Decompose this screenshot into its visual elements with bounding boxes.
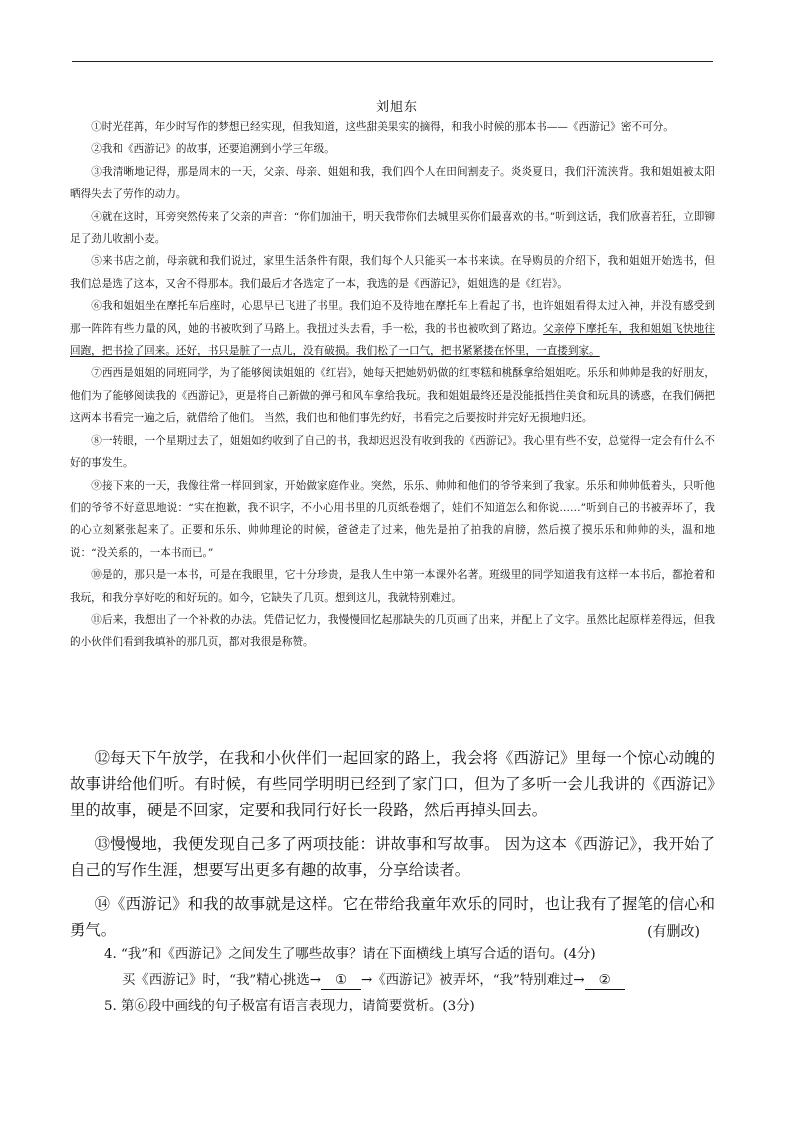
answer-blank-2[interactable]: ②: [585, 973, 625, 990]
paragraph-13: ⑬慢慢地，我便发现自己多了两项技能：讲故事和写故事。 因为这本《西游记》，我开始了自己的写作生涯，想要写出更多有趣的故事，分享给读者。: [70, 835, 715, 879]
passage-large-part: [70, 745, 715, 951]
author-name: 刘旭东: [375, 100, 418, 115]
paragraph-9: ⑨接下来的一天，我像往常一样回到家，开始做家庭作业。突然，乐乐、帅帅和他们的爷爷来到了我家。乐乐和帅帅低着头，只听他们的爷爷不好意思地说：“实在抱歉，我不识字，不小心用书里的几页纸卷烟了，娃们不知道怎么和你说……”听到自己的书被弄坏了，我的心立刻紧张起来了。正要和乐乐、帅帅理论的时候，爸爸走了过来，他先是拍了拍我的肩膀，然后摸了摸乐乐和帅帅的头，温和地说：“没关系的，一本书而已。”: [70, 479, 715, 559]
paragraph-4: ④就在这时，耳旁突然传来了父亲的声音：“你们加油干，明天我带你们去城里买你们最喜欢的书。”听到这话，我们欣喜若狂，立即铆足了劲儿收割小麦。: [70, 210, 715, 246]
paragraph-6: [70, 295, 715, 362]
passage-small-part1: [70, 116, 715, 654]
paragraph-10: ⑩是的，那只是一本书，可是在我眼里，它十分珍贵，是我人生中第一本课外名著。班级里的同学知道我有这样一本书后，都抢着和我玩，和我分享好吃的和好玩的。如今，它缺失了几页。想到这儿，我就特别难过。: [70, 569, 715, 604]
q4-line-b: →《西游记》被弄坏，“我”特别难过→: [361, 973, 585, 988]
source-note: (有删改): [647, 924, 700, 940]
paragraph-12: ⑫每天下午放学，在我和小伙伴们一起回家的路上，我会将《西游记》里每一个惊心动魄的故事讲给他们听。有时候，有些同学明明已经到了家门口，但为了多听一会儿我讲的《西游记》里的故事，硬是不回家，定要和我同行好长一段路，然后再掉头回去。: [70, 749, 715, 819]
paragraph-1: ①时光荏苒，年少时写作的梦想已经实现，但我知道，这些甜美果实的摘得，和我小时候的那本书——《西游记》密不可分。: [91, 121, 674, 133]
paragraph-3: ③我清晰地记得，那是周末的一天，父亲、母亲、姐姐和我，我们四个人在田间割麦子。炎炎夏日，我们汗流浃背。我和姐姐被太阳晒得失去了劳作的动力。: [70, 165, 715, 201]
question-4: 4. “我”和《西游记》之间发生了哪些故事？请在下面横线上填写合适的语句。(4分): [104, 947, 596, 962]
paragraph-6-plain: ⑥我和姐姐坐在摩托车后座时，心思早已飞进了书里。我们迫不及待地在摩托车上看起了书，也许姐姐看得太过入神，并没有感受到那一阵阵有些力量的风，她的书被吹到了马路上。我扭过头去看，手一松，我的书也被吹到了路边。: [70, 300, 715, 335]
paragraph-8: ⑧一转眼，一个星期过去了，姐姐如约收到了自己的书，我却迟迟没有收到我的《西游记》。我心里有些不安，总觉得一定会有什么不好的事发生。: [70, 434, 715, 470]
question-4-fill-line: [122, 970, 625, 992]
answer-blank-1[interactable]: ①: [321, 973, 361, 990]
q4-line-a: 买《西游记》时，“我”精心挑选→: [122, 973, 321, 988]
paragraph-7: ⑦西西是姐姐的同班同学，为了能够阅读姐姐的《红岩》，她每天把她奶奶做的红枣糕和桃酥拿给姐姐吃。乐乐和帅帅是我的好朋友，他们为了能够阅读我的《西游记》，更是将自己新做的弹弓和风车拿给我玩。我和姐姐最终还是没能抵挡住美食和玩具的诱惑，在我们俩把这两本书看完一遍之后，就借给了他们。 当然，我们也和他们事先约好，书看完之后要按时并完好无损地归还。: [70, 367, 715, 425]
paragraph-6-underlined: 父亲停下摩托车，我和姐姐飞快地往回跑，把书捡了回来。还好，书只是脏了一点儿，没有破损。我们松了一口气，把书紧紧搂在怀里，一直搂到家。: [70, 322, 716, 358]
paragraph-5: ⑤来书店之前，母亲就和我们说过，家里生活条件有限，我们每个人只能买一本书来读。在导购员的介绍下，我和姐姐开始选书，但我们总是选了这本，又舍不得那本。我们最后才各选定了一本，我选的是《西游记》，姐姐选的是《红岩》。: [70, 255, 715, 290]
paragraph-14: ⑭《西游记》和我的故事就是这样。它在带给我童年欢乐的同时，也让我有了握笔的信心和勇气。: [70, 895, 715, 939]
question-5: 5. 第⑥段中画线的句子极富有语言表现力，请简要赏析。(3分): [104, 999, 475, 1014]
paragraph-11: ⑪后来，我想出了一个补救的办法。凭借记忆力，我慢慢回忆起那缺失的几页画了出来，并配上了文字。虽然比起原样差得远，但我的小伙伴们看到我填补的那几页，都对我很是称赞。: [70, 613, 715, 649]
paragraph-2: ②我和《西游记》的故事，还要追溯到小学三年级。: [91, 143, 335, 156]
header-rule: [72, 61, 713, 62]
